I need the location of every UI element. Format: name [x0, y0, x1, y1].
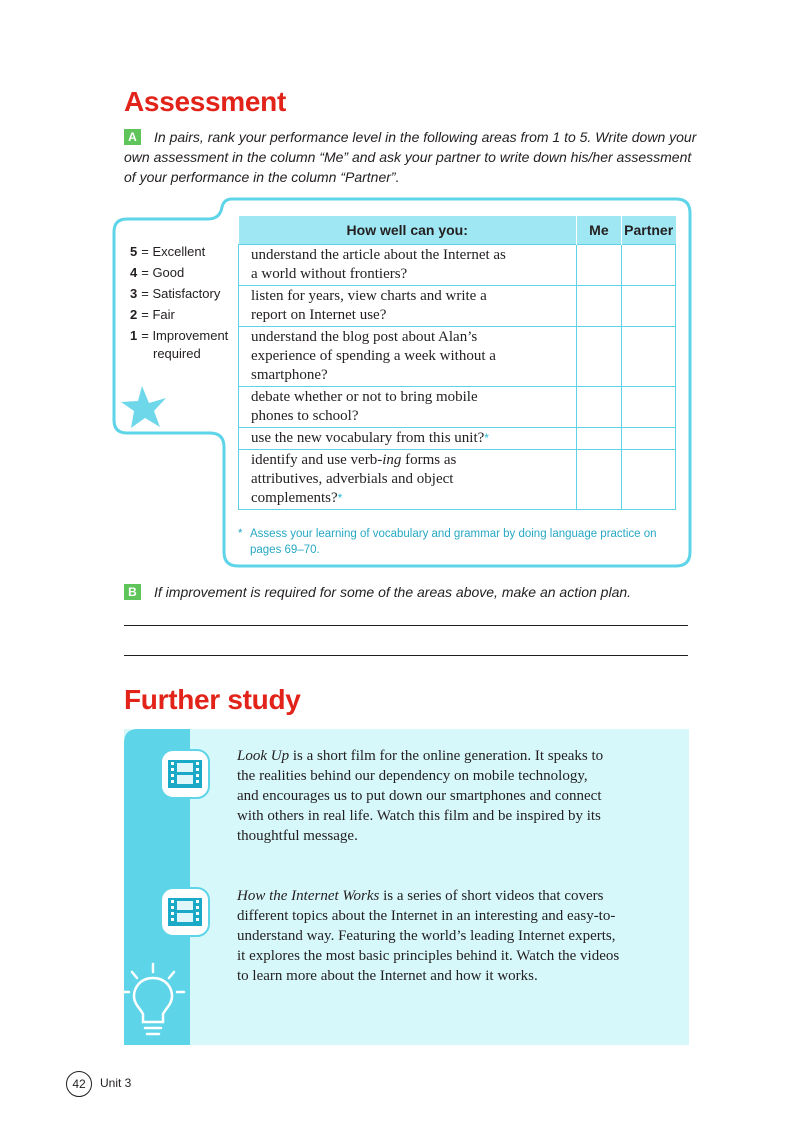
partner-cell[interactable] — [621, 327, 675, 387]
partner-cell[interactable] — [621, 428, 675, 450]
me-cell[interactable] — [576, 327, 621, 387]
part-a-badge: A — [124, 129, 141, 145]
part-b-badge: B — [124, 584, 141, 600]
row-text: use the new vocabulary from this unit?* — [239, 428, 577, 450]
table-header-row — [239, 216, 676, 245]
me-cell[interactable] — [576, 245, 621, 286]
key-row-continuation: required — [153, 346, 201, 361]
lightbulb-icon — [118, 962, 188, 1042]
further-study-title: Further study — [124, 684, 301, 715]
study-item-1-text: Look Up is a short film for the online generation. It speaks to the realities behind our dependency on mobile technology, and encourages us to put down our smartphones and connect with others in real life. Watch this film and be inspired by its thoughtful message. — [237, 748, 604, 844]
study-item-2-text: How the Internet Works is a series of short videos that covers different topics about the Internet in an interesting and easy-to- understand way. Featuring the world’s leading Internet experts, it explores the most basic principles behind it. Watch the videos to learn more about the Internet and how it works. — [237, 888, 620, 984]
key-row: 1 = Improvement — [130, 328, 229, 343]
assessment-table — [238, 216, 676, 510]
footnote-star: * — [484, 431, 489, 445]
table-row — [239, 450, 676, 510]
assessment-title: Assessment — [124, 86, 286, 117]
row-text: debate whether or not to bring mobile phones to school? — [239, 387, 577, 428]
header-how-well: How well can you: — [239, 216, 577, 245]
page-number: 42 — [66, 1071, 92, 1097]
me-cell[interactable] — [576, 428, 621, 450]
table-row — [239, 428, 676, 450]
table-row — [239, 245, 676, 286]
star-decoration — [121, 386, 166, 428]
film-icon — [160, 749, 210, 799]
row-text: listen for years, view charts and write a report on Internet use? — [239, 286, 577, 327]
row-text: identify and use verb-ing forms as attributives, adverbials and object complements?* — [239, 450, 577, 510]
part-a-instruction-line-2: own assessment in the column “Me” and ask your partner to write down his/her assessment — [124, 149, 692, 165]
header-me: Me — [576, 216, 621, 245]
me-cell[interactable] — [576, 450, 621, 510]
part-b-instruction: If improvement is required for some of the areas above, make an action plan. — [154, 584, 632, 600]
rating-key — [130, 241, 228, 361]
study-item-1-title: Look Up — [237, 748, 290, 764]
table-row — [239, 327, 676, 387]
row-text: understand the blog post about Alan’s experience of spending a week without a smartphone? — [239, 327, 577, 387]
partner-cell[interactable] — [621, 387, 675, 428]
header-partner: Partner — [621, 216, 675, 245]
key-row: 3 = Satisfactory — [130, 286, 221, 301]
study-item-2-title: How the Internet Works — [237, 888, 380, 904]
partner-cell[interactable] — [621, 286, 675, 327]
action-plan-line-2[interactable] — [124, 655, 688, 656]
action-plan-line-1[interactable] — [124, 625, 688, 626]
key-row: 2 = Fair — [130, 307, 175, 322]
table-footnote: * Assess your learning of vocabulary and grammar by doing language practice on pages 69–70. — [238, 528, 657, 556]
unit-label: Unit 3 — [100, 1076, 132, 1090]
footnote-star: * — [337, 491, 343, 505]
me-cell[interactable] — [576, 286, 621, 327]
partner-cell[interactable] — [621, 245, 675, 286]
partner-cell[interactable] — [621, 450, 675, 510]
key-row: 4 = Good — [130, 265, 185, 280]
part-a-instruction-line-1: In pairs, rank your performance level in the following areas from 1 to 5. Write down your — [154, 129, 697, 145]
film-icon — [160, 887, 210, 937]
part-a-instruction-line-3: of your performance in the column “Partner”. — [124, 169, 400, 185]
table-row — [239, 387, 676, 428]
table-row — [239, 286, 676, 327]
me-cell[interactable] — [576, 387, 621, 428]
key-row: 5 = Excellent — [130, 244, 206, 259]
row-text: understand the article about the Internet as a world without frontiers? — [239, 245, 577, 286]
